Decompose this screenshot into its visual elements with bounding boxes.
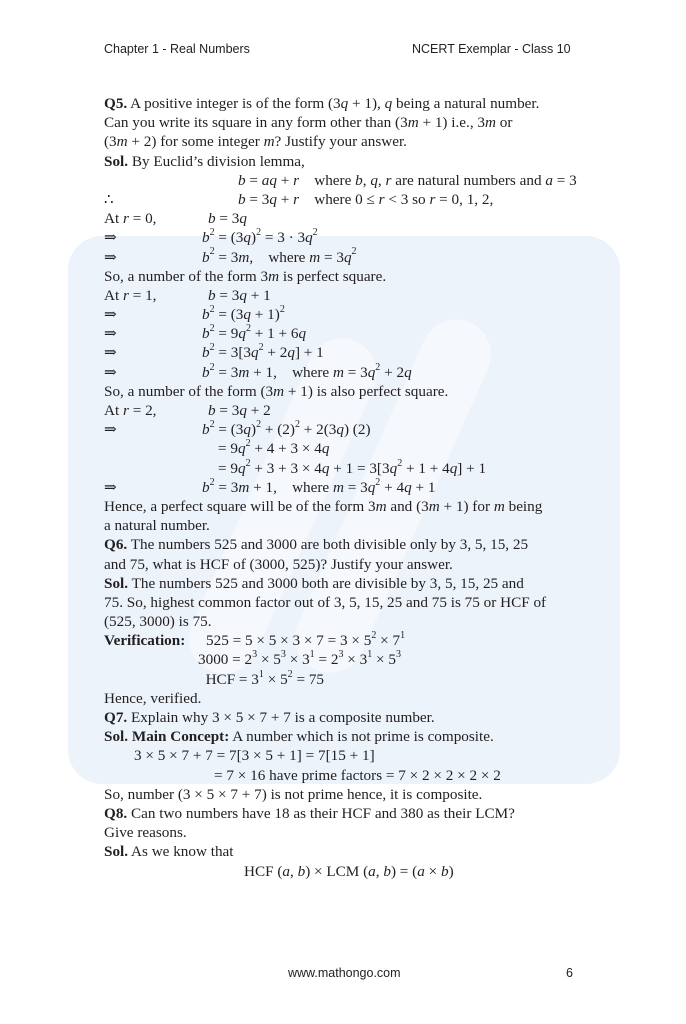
text-line <box>104 439 604 458</box>
line-text: = $9q^2 + 3 + 3 \times 4q + 1 = 3[3q^2 + 1 + 4q] + 1$ <box>218 457 487 477</box>
line-text: So, a number of the form (3m + 1) is also perfect square. <box>104 382 449 400</box>
line-text: Can you write its square in any form other than (3m + 1) i.e., 3m or <box>104 114 513 132</box>
text-line <box>104 132 604 151</box>
line-expression: $b^2 = 3m + 1$, where $m = 3q^2 + 4q + 1$ <box>202 476 436 496</box>
line-text: Q8. Can two numbers have 18 as their HCF and 380 as their LCM? <box>104 804 515 822</box>
text-line <box>104 746 604 765</box>
line-text: b = aq + r where b, q, r are natural numbers and a = 3 <box>238 171 577 189</box>
line-text: ⇒ <box>104 363 117 381</box>
text-line <box>104 324 604 343</box>
text-line <box>104 497 604 516</box>
line-text: ⇒ <box>104 421 117 439</box>
text-line <box>104 94 604 113</box>
line-text: HCF (a, b) × LCM (a, b) = (a × b) <box>244 862 454 880</box>
line-text: So, number (3 × 5 × 7 + 7) is not prime hence, it is composite. <box>104 785 483 803</box>
text-line <box>104 823 604 842</box>
text-line <box>104 478 604 497</box>
text-line <box>104 420 604 439</box>
line-expression: $b^2 = 3m$, where $m = 3q^2$ <box>202 246 357 266</box>
line-text: Q6. The numbers 525 and 3000 are both divisible only by 3, 5, 15, 25 <box>104 536 529 554</box>
line-text: (3m + 2) for some integer m? Justify your answer. <box>104 133 407 151</box>
text-line <box>104 343 604 362</box>
text-line <box>104 248 604 267</box>
line-text: 75. So, highest common factor out of 3, 5, 15, 25 and 75 is 75 or HCF of <box>104 593 547 611</box>
text-line <box>104 650 604 669</box>
line-text: Q5. A positive integer is of the form (3q + 1), q being a natural number. <box>104 95 540 112</box>
text-line <box>104 228 604 247</box>
document-body <box>104 94 604 881</box>
line-text: At r = 1, <box>104 286 157 304</box>
text-line <box>104 670 604 689</box>
text-line <box>104 612 604 631</box>
text-line <box>104 555 604 574</box>
page-header-right: NCERT Exemplar - Class 10 <box>412 42 571 56</box>
line-text: = $9q^2 + 4 + 3 \times 4q$ <box>218 438 330 458</box>
text-line <box>104 842 604 861</box>
text-line <box>104 862 604 881</box>
line-expression: $b^2 = (3q)^2 = 3 \cdot 3q^2$ <box>202 227 318 247</box>
text-line <box>104 593 604 612</box>
text-line <box>104 267 604 286</box>
line-text: ⇒ <box>104 478 117 496</box>
text-line <box>104 305 604 324</box>
text-line <box>104 708 604 727</box>
text-line <box>104 574 604 593</box>
line-expression: b = 3q + 2 <box>208 402 271 419</box>
line-text: 3 × 5 × 7 + 7 = 7[3 × 5 + 1] = 7[15 + 1] <box>134 747 375 765</box>
line-text: Verification: <box>104 632 186 650</box>
line-text: ⇒ <box>104 325 117 343</box>
line-text: Hence, verified. <box>104 689 202 707</box>
text-line <box>104 382 604 401</box>
text-line <box>104 152 604 171</box>
line-text: Sol. Main Concept: A number which is not prime is composite. <box>104 728 494 746</box>
line-text: At r = 2, <box>104 402 157 419</box>
text-line <box>104 171 604 190</box>
line-text: ∴ <box>104 190 114 208</box>
line-expression: b = 3q <box>208 210 247 228</box>
line-text: ⇒ <box>104 344 117 362</box>
text-line <box>104 535 604 554</box>
line-expression: $525 = 5 \times 5 \times 3 \times 7 = 3 \times 5^2 \times 7^1$ <box>206 630 406 650</box>
text-line <box>104 766 604 785</box>
line-text: Sol. By Euclid’s division lemma, <box>104 152 305 170</box>
line-text: a natural number. <box>104 517 210 535</box>
line-expression: b = 3q + 1 <box>208 286 271 304</box>
line-text: $3000 = 2^3 \times 5^3 \times 3^1 = 2^3 \times 3^1 \times 5^3$ <box>198 649 401 669</box>
text-line <box>104 286 604 305</box>
page-header-left: Chapter 1 - Real Numbers <box>104 42 250 56</box>
line-text: HCF = $3^1 \times 5^2 = 75$ <box>198 668 325 688</box>
text-line <box>104 727 604 746</box>
line-text: Sol. The numbers 525 and 3000 both are divisible by 3, 5, 15, 25 and <box>104 574 524 592</box>
line-expression: $b^2 = (3q + 1)^2$ <box>202 304 285 324</box>
text-line <box>104 190 604 209</box>
text-line <box>104 804 604 823</box>
line-text: Hence, a perfect square will be of the form 3m and (3m + 1) for m being <box>104 497 543 515</box>
text-line <box>104 516 604 535</box>
text-line <box>104 209 604 228</box>
line-expression: $b^2 = (3q)^2 + (2)^2 + 2(3q)$ (2) <box>202 419 371 439</box>
text-line <box>104 631 604 650</box>
line-text: (525, 3000) is 75. <box>104 613 212 631</box>
line-text: ⇒ <box>104 229 117 247</box>
line-text: Sol. As we know that <box>104 843 234 861</box>
line-expression: $b^2 = 3m + 1$, where $m = 3q^2 + 2q$ <box>202 361 412 381</box>
line-text: and 75, what is HCF of (3000, 525)? Justify your answer. <box>104 555 453 573</box>
line-text: So, a number of the form 3m is perfect square. <box>104 267 387 285</box>
line-text: Q7. Explain why 3 × 5 × 7 + 7 is a composite number. <box>104 709 435 726</box>
line-text: = 7 × 16 have prime factors = 7 × 2 × 2 × 2 × 2 <box>214 766 501 784</box>
text-line <box>104 459 604 478</box>
text-line <box>104 785 604 804</box>
text-line <box>104 113 604 132</box>
text-line <box>104 401 604 420</box>
line-expression: $b^2 = 9q^2 + 1 + 6q$ <box>202 323 307 343</box>
text-line <box>104 689 604 708</box>
text-line <box>104 363 604 382</box>
line-expression: b = 3q + r where 0 ≤ r < 3 so r = 0, 1, 2, <box>238 190 494 208</box>
line-text: Give reasons. <box>104 824 187 842</box>
line-text: At r = 0, <box>104 210 157 228</box>
line-text: ⇒ <box>104 306 117 324</box>
line-expression: $b^2 = 3[3q^2 + 2q] + 1$ <box>202 342 324 362</box>
page-number: 6 <box>566 966 573 980</box>
footer-url: www.mathongo.com <box>288 966 401 980</box>
line-text: ⇒ <box>104 248 117 266</box>
